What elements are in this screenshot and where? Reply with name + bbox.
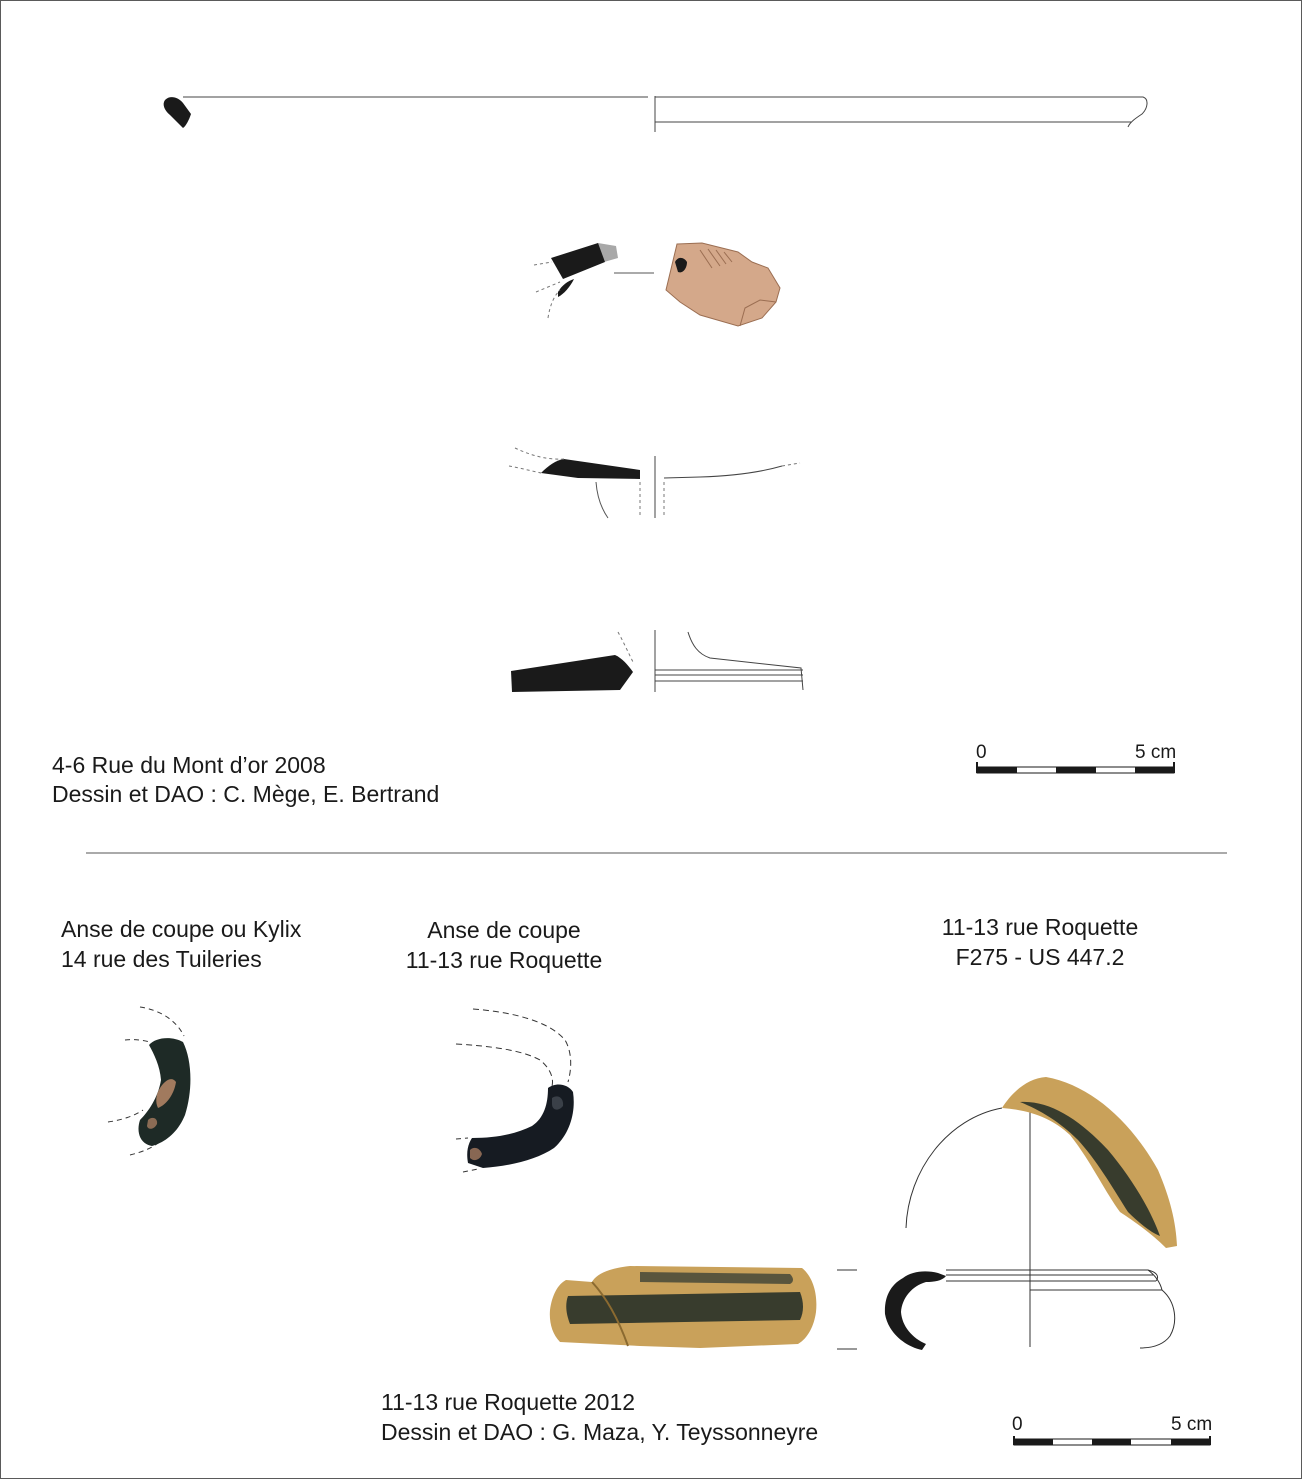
top-scale-seg-3 [1056, 767, 1096, 773]
bottom-scale-seg-1 [1014, 1439, 1053, 1445]
middle-caption-line2: 11-13 rue Roquette [405, 947, 603, 973]
rim-fragment-photo [550, 1266, 817, 1348]
right-caption-line1: 11-13 rue Roquette [941, 914, 1139, 940]
bowl-dashed-left [509, 466, 541, 473]
cup-handle-photo [456, 1009, 574, 1172]
rim-fragment-top-glaze [640, 1272, 793, 1284]
bottom-scale-seg-3 [1092, 1439, 1131, 1445]
cup-dashed-outer-1 [473, 1009, 571, 1082]
left-caption-line1: Anse de coupe ou Kylix [61, 916, 302, 942]
bowl-exterior-line [664, 466, 782, 478]
roquette-vessel [837, 1077, 1177, 1350]
left-caption-line2: 14 rue des Tuileries [61, 946, 262, 972]
kylix-dashed-outer-1 [140, 1007, 184, 1036]
bottom-site-label: 11-13 rue Roquette 2012 [381, 1389, 636, 1415]
bowl-section-fill [541, 459, 640, 479]
vessel-exterior-curve [1140, 1270, 1175, 1348]
handle-dashed-1 [534, 262, 552, 265]
bottom-credit-label: Dessin et DAO : G. Maza, Y. Teyssonneyre [381, 1419, 819, 1445]
handle-section-black [551, 243, 605, 279]
profile-base-fragment [511, 630, 803, 692]
bottom-scale-max: 5 cm [1171, 1414, 1213, 1435]
cup-dashed-outer-2 [456, 1044, 553, 1086]
kylix-dashed-outer-2 [125, 1040, 150, 1042]
profile-shallow-bowl [509, 448, 800, 518]
vessel-upper-arc [906, 1108, 1002, 1228]
top-site-label: 4-6 Rue du Mont d’or 2008 [52, 752, 326, 778]
top-scale-max: 5 cm [1135, 742, 1177, 763]
right-caption-line2: F275 - US 447.2 [955, 944, 1125, 970]
bowl-dashed-top [515, 448, 564, 459]
rim-section-fill [164, 97, 191, 128]
top-credit-label: Dessin et DAO : C. Mège, E. Bertrand [52, 781, 440, 807]
kylix-dashed-outer-3 [108, 1110, 143, 1122]
cup-dashed-lower-2 [463, 1169, 478, 1172]
vessel-profile-section [885, 1271, 946, 1350]
top-scale-zero: 0 [976, 742, 987, 763]
handle-section-lower [558, 279, 574, 297]
bowl-foot-curve [596, 482, 608, 518]
bottom-scale-bar [1014, 1436, 1210, 1445]
rim-fragment-glaze [566, 1292, 803, 1324]
kylix-handle-photo [108, 1007, 190, 1155]
top-scale-seg-5 [1135, 767, 1174, 773]
bowl-exterior-dashed [782, 463, 800, 466]
base-section-fill [511, 655, 633, 692]
handle-dashed-2 [536, 282, 560, 292]
bottom-scale-seg-5 [1171, 1439, 1210, 1445]
top-scale-seg-1 [977, 767, 1017, 773]
profile-plate-rim [164, 96, 1147, 132]
handle-clay-photo [666, 243, 780, 326]
cup-dashed-lower-1 [456, 1138, 468, 1139]
middle-caption-line1: Anse de coupe [427, 917, 581, 943]
base-dashed-curve [618, 632, 633, 662]
bottom-scale-zero: 0 [1012, 1414, 1023, 1435]
profile-handle-fragment [534, 243, 780, 326]
